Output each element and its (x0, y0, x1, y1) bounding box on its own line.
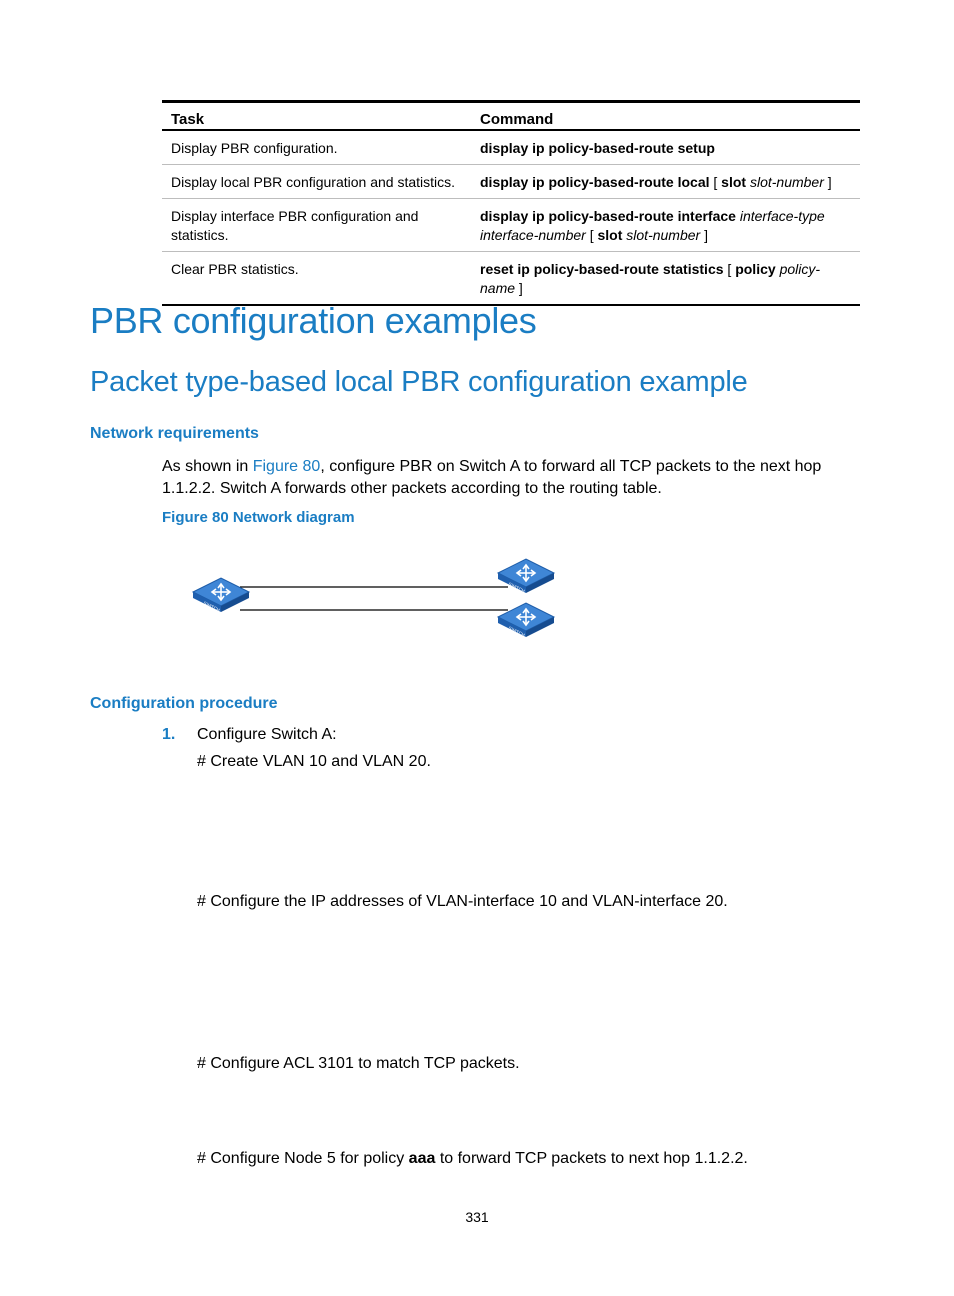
table-row (162, 165, 860, 199)
step-text: Configure Switch A: (197, 726, 337, 743)
switch-label: SWITCH (202, 600, 221, 613)
switch-a-icon (193, 578, 249, 613)
command-keyword: display ip policy-based-route local (480, 174, 710, 190)
command-keyword: display ip policy-based-route setup (480, 140, 715, 156)
command-text: [ (709, 174, 722, 190)
paragraph-text: , configure PBR on Switch A to forward all TCP packets to the next hop 1.1.2.2. Switch A forwards other packets according to the routing table. (162, 458, 822, 497)
comment-configure-acl: # Configure ACL 3101 to match TCP packets. (197, 1055, 520, 1072)
command-keyword: display ip policy-based-route interface (480, 208, 736, 224)
command-argument: policy-name (480, 261, 821, 296)
command-keyword: slot (597, 227, 623, 243)
requirements-paragraph (162, 456, 872, 500)
comment-configure-ip: # Configure the IP addresses of VLAN-interface 10 and VLAN-interface 20. (197, 893, 728, 910)
table-row (162, 199, 860, 252)
comment-create-vlan: # Create VLAN 10 and VLAN 20. (197, 753, 431, 770)
task-cell: Clear PBR statistics. (171, 261, 299, 277)
header-command: Command (480, 111, 554, 128)
command-cell (471, 165, 860, 199)
command-keyword: reset ip policy-based-route statistics (480, 261, 724, 277)
comment-configure-node (197, 1150, 748, 1168)
command-cell (471, 199, 860, 252)
configuration-procedure-heading: Configuration procedure (90, 695, 278, 712)
task-cell: Display local PBR configuration and statistics. (171, 174, 456, 190)
switch-c-icon (498, 603, 554, 638)
command-text: ] (823, 174, 832, 190)
step-number: 1. (162, 726, 176, 743)
page-title: PBR configuration examples (90, 300, 537, 341)
comment-text: # Configure Node 5 for policy (197, 1150, 409, 1167)
command-text: ] (515, 280, 523, 296)
switch-label: SWITCH (507, 625, 526, 638)
command-table (162, 100, 860, 306)
switch-label: SWITCH (507, 581, 526, 594)
command-argument: slot-number (749, 174, 824, 190)
figure-link[interactable]: Figure 80 (252, 458, 321, 475)
command-argument: interface-type interface-number (480, 208, 825, 243)
command-keyword: slot (721, 174, 747, 190)
section-title: Packet type-based local PBR configuration example (90, 366, 748, 398)
command-text: [ (723, 261, 736, 277)
task-cell: Display interface PBR configuration and statistics. (171, 208, 419, 243)
command-argument: slot-number (626, 227, 701, 243)
command-text: [ (585, 227, 598, 243)
task-cell: Display PBR configuration. (171, 140, 338, 156)
switch-b-icon (498, 559, 554, 594)
table-row (162, 130, 860, 165)
figure-caption: Figure 80 Network diagram (162, 509, 355, 526)
comment-text: to forward TCP packets to next hop 1.1.2.2. (435, 1150, 748, 1167)
paragraph-text: As shown in (162, 458, 253, 475)
table-header-row (162, 102, 860, 131)
header-task: Task (171, 111, 205, 128)
command-cell (471, 130, 860, 165)
command-keyword: policy (735, 261, 776, 277)
command-cell (471, 252, 860, 306)
table-row (162, 252, 860, 306)
network-diagram (190, 555, 570, 650)
page-number: 331 (465, 1209, 489, 1225)
policy-name: aaa (408, 1150, 436, 1167)
command-text: ] (700, 227, 708, 243)
network-requirements-heading: Network requirements (90, 425, 259, 442)
